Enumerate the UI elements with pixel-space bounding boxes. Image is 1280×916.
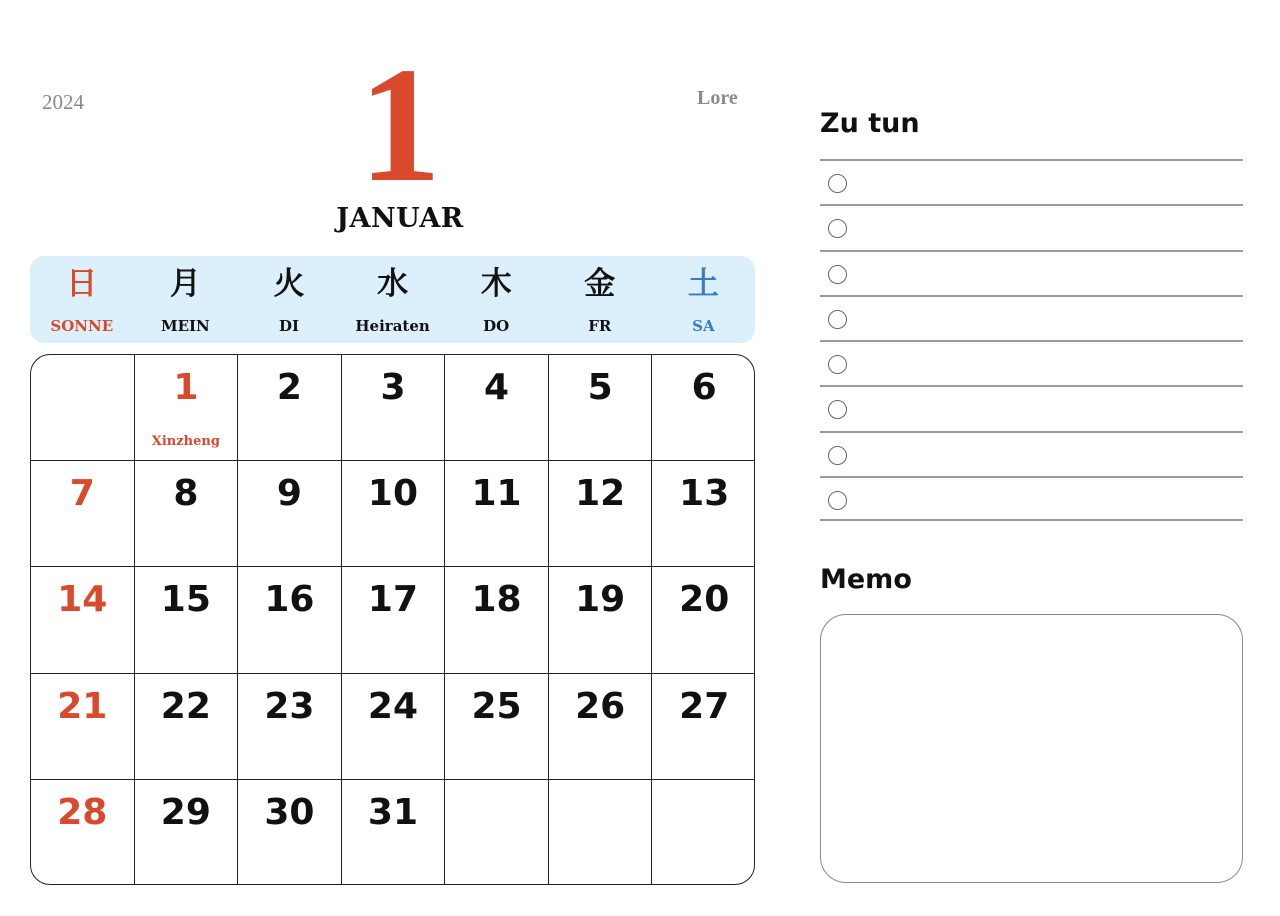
calendar-empty-cell: [549, 780, 653, 885]
day-number: 20: [679, 579, 730, 621]
calendar-day-cell[interactable]: [135, 780, 239, 885]
day-number: 4: [484, 367, 510, 408]
day-number: 19: [575, 579, 626, 621]
weekday-header: [30, 256, 755, 343]
calendar-day-cell[interactable]: [342, 780, 446, 885]
calendar-day-cell[interactable]: [445, 674, 549, 780]
weekday-label: MEIN: [161, 317, 210, 335]
calendar-day-cell[interactable]: [342, 461, 446, 567]
calendar-grid: [30, 354, 755, 885]
weekday-label: SA: [692, 317, 715, 335]
todo-item[interactable]: [820, 204, 1243, 249]
weekday-kanji: 日: [66, 266, 98, 302]
day-number: 3: [380, 367, 406, 408]
calendar-empty-cell: [652, 780, 755, 885]
calendar-day-cell[interactable]: [445, 461, 549, 567]
calendar-empty-cell: [31, 355, 135, 461]
day-number: 11: [471, 473, 522, 515]
day-number: 23: [264, 685, 315, 727]
todo-item[interactable]: [820, 250, 1243, 295]
calendar-day-cell[interactable]: [135, 674, 239, 780]
day-number: 26: [575, 685, 626, 727]
weekday-friday: [548, 256, 652, 343]
day-number: 18: [471, 579, 522, 621]
todo-item[interactable]: [820, 385, 1243, 430]
weekday-kanji: 金: [584, 266, 616, 302]
checkbox-circle-icon[interactable]: [828, 400, 847, 419]
weekday-wednesday: [341, 256, 445, 343]
weekday-sunday: [30, 256, 134, 343]
calendar-day-cell[interactable]: [238, 567, 342, 673]
day-number: 9: [276, 473, 302, 515]
todo-item[interactable]: [820, 159, 1243, 204]
weekday-label: DO: [483, 317, 510, 335]
weekday-kanji: 土: [687, 266, 719, 302]
day-number: 14: [57, 579, 108, 621]
big-month-number: 1: [358, 33, 442, 216]
calendar-day-cell[interactable]: [652, 355, 755, 461]
weekday-tuesday: [237, 256, 341, 343]
calendar-day-cell[interactable]: [31, 780, 135, 885]
weekday-label: FR: [588, 317, 612, 335]
day-number: 16: [264, 579, 315, 621]
memo-title: Memo: [820, 564, 912, 595]
calendar-day-cell[interactable]: [238, 780, 342, 885]
weekday-label: Heiraten: [355, 317, 430, 335]
calendar-day-cell[interactable]: [31, 674, 135, 780]
day-number: 21: [57, 685, 108, 727]
day-number: 15: [160, 579, 211, 621]
memo-box[interactable]: [820, 614, 1243, 883]
todo-item[interactable]: [820, 476, 1243, 521]
day-number: 12: [575, 473, 626, 515]
calendar-day-cell[interactable]: [549, 567, 653, 673]
day-number: 17: [367, 579, 419, 621]
calendar-day-cell[interactable]: [238, 355, 342, 461]
day-number: 31: [367, 791, 419, 833]
day-number: 7: [69, 473, 95, 515]
day-number: 10: [367, 473, 419, 515]
todo-item[interactable]: [820, 340, 1243, 385]
checkbox-circle-icon[interactable]: [828, 174, 847, 193]
calendar-day-cell[interactable]: [652, 461, 755, 567]
day-number: 2: [276, 367, 302, 408]
calendar-day-cell[interactable]: [652, 567, 755, 673]
day-number: 22: [160, 685, 211, 727]
calendar-day-cell[interactable]: [445, 355, 549, 461]
calendar-day-cell[interactable]: [31, 567, 135, 673]
calendar-day-cell[interactable]: [135, 567, 239, 673]
checkbox-circle-icon[interactable]: [828, 446, 847, 465]
day-number: 1: [173, 367, 199, 408]
calendar-day-cell[interactable]: [549, 355, 653, 461]
calendar-day-cell[interactable]: [135, 355, 239, 461]
day-number: 30: [264, 791, 315, 833]
calendar-day-cell[interactable]: [549, 674, 653, 780]
weekday-label: SONNE: [50, 317, 114, 335]
month-name: JANUAR: [336, 203, 464, 234]
weekday-kanji: 木: [480, 266, 512, 302]
calendar-day-cell[interactable]: [549, 461, 653, 567]
checkbox-circle-icon[interactable]: [828, 219, 847, 238]
day-number: 25: [471, 685, 522, 727]
checkbox-circle-icon[interactable]: [828, 355, 847, 374]
calendar-day-cell[interactable]: [342, 674, 446, 780]
holiday-note: Xinzheng: [151, 434, 220, 449]
calendar-day-cell[interactable]: [445, 567, 549, 673]
day-number: 5: [587, 367, 613, 408]
calendar-empty-cell: [445, 780, 549, 885]
day-number: 13: [679, 473, 730, 515]
todo-list: [820, 159, 1243, 521]
calendar-day-cell[interactable]: [238, 461, 342, 567]
calendar-day-cell[interactable]: [238, 674, 342, 780]
weekday-monday: [134, 256, 238, 343]
calendar-day-cell[interactable]: [342, 355, 446, 461]
year-label: 2024: [42, 90, 84, 114]
checkbox-circle-icon[interactable]: [828, 310, 847, 329]
calendar-day-cell[interactable]: [135, 461, 239, 567]
checkbox-circle-icon[interactable]: [828, 265, 847, 284]
day-number: 6: [691, 367, 717, 408]
day-number: 8: [173, 473, 199, 515]
calendar-day-cell[interactable]: [31, 461, 135, 567]
weekday-kanji: 水: [377, 266, 409, 302]
calendar-day-cell[interactable]: [652, 674, 755, 780]
weekday-saturday: [652, 256, 756, 343]
todo-item[interactable]: [820, 431, 1243, 476]
weekday-thursday: [444, 256, 548, 343]
weekday-kanji: 月: [169, 266, 201, 302]
todo-title: Zu tun: [820, 108, 920, 139]
todo-item[interactable]: [820, 295, 1243, 340]
weekday-kanji: 火: [273, 266, 305, 302]
day-number: 29: [160, 791, 211, 833]
day-number: 24: [367, 685, 419, 727]
author-label: Lore: [697, 87, 738, 109]
weekday-label: DI: [278, 317, 299, 335]
day-number: 28: [57, 791, 108, 833]
checkbox-circle-icon[interactable]: [828, 491, 847, 510]
day-number: 27: [679, 685, 730, 727]
calendar-day-cell[interactable]: [342, 567, 446, 673]
